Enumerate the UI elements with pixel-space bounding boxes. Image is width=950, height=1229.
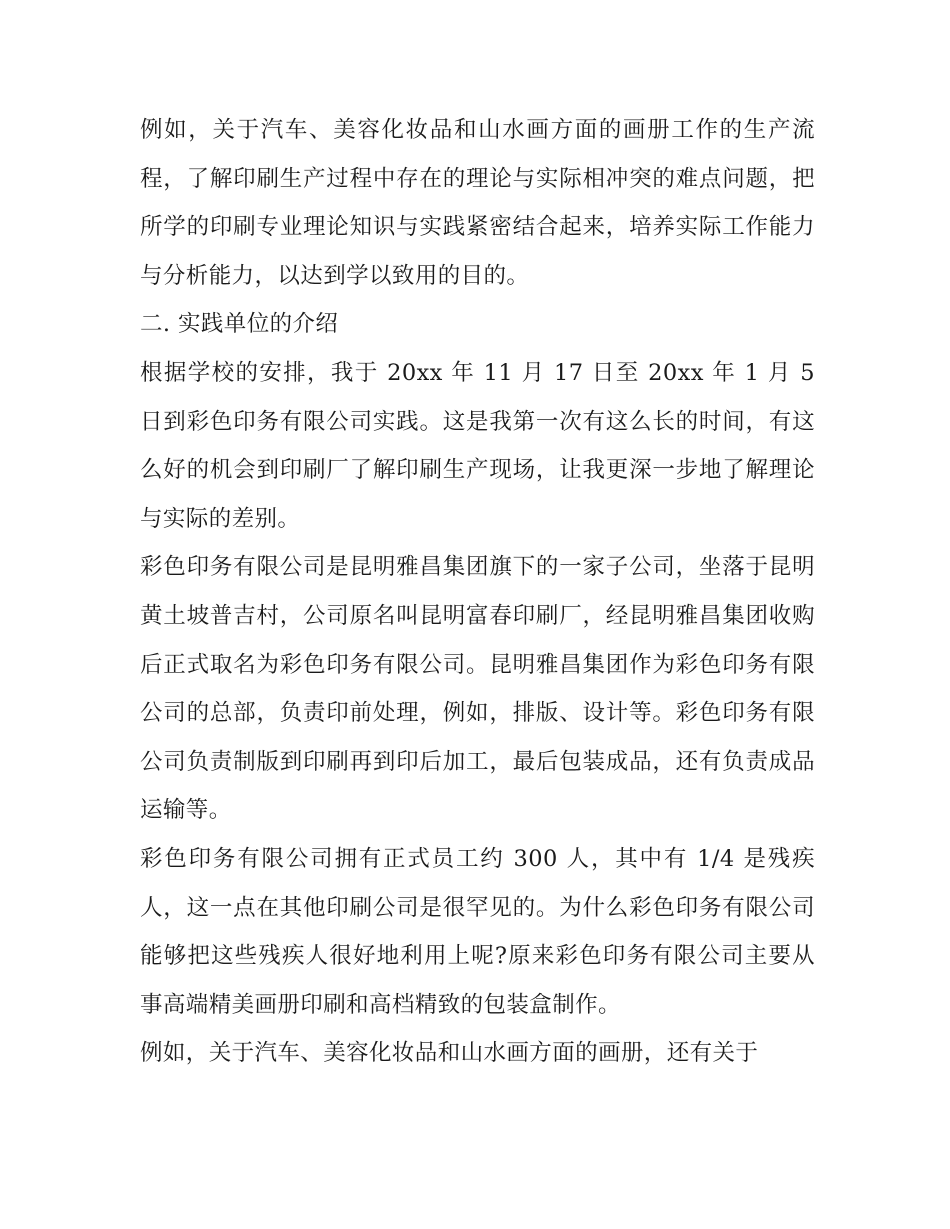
paragraph-intro-continuation: 例如，关于汽车、美容化妆品和山水画方面的画册工作的生产流程，了解印刷生产过程中存在的理论与实际相冲突的难点问题，把所学的印刷专业理论知识与实践紧密结合起来，培养实际工作能力与分析能力，以达到学以致用的目的。: [140, 117, 815, 289]
paragraph-examples: 例如，关于汽车、美容化妆品和山水画方面的画册，还有关于: [140, 1040, 759, 1067]
document-body: [140, 106, 815, 1078]
paragraph-company-intro: 彩色印务有限公司是昆明雅昌集团旗下的一家子公司，坐落于昆明黄土坡普吉村，公司原名叫昆明富春印刷厂，经昆明雅昌集团收购后正式取名为彩色印务有限公司。昆明雅昌集团作为彩色印务有限公司的总部，负责印前处理，例如，排版、设计等。彩色印务有限公司负责制版到印刷再到印后加工，最后包装成品，还有负责成品运输等。: [140, 554, 815, 824]
section-heading-practice-unit: 二. 实践单位的介绍: [140, 311, 339, 338]
paragraph-staff: 彩色印务有限公司拥有正式员工约 300 人，其中有 1/4 是残疾人，这一点在其他印刷公司是很罕见的。为什么彩色印务有限公司能够把这些残疾人很好地利用上呢?原来彩色印务有限公司主要从事高端精美画册印刷和高档精致的包装盒制作。: [140, 845, 815, 1018]
paragraph-schedule: 根据学校的安排，我于 20xx 年 11 月 17 日至 20xx 年 1 月 5 日到彩色印务有限公司实践。这是我第一次有这么长的时间，有这么好的机会到印刷厂了解印刷生产现场，让我更深一步地了解理论与实际的差别。: [140, 359, 815, 532]
